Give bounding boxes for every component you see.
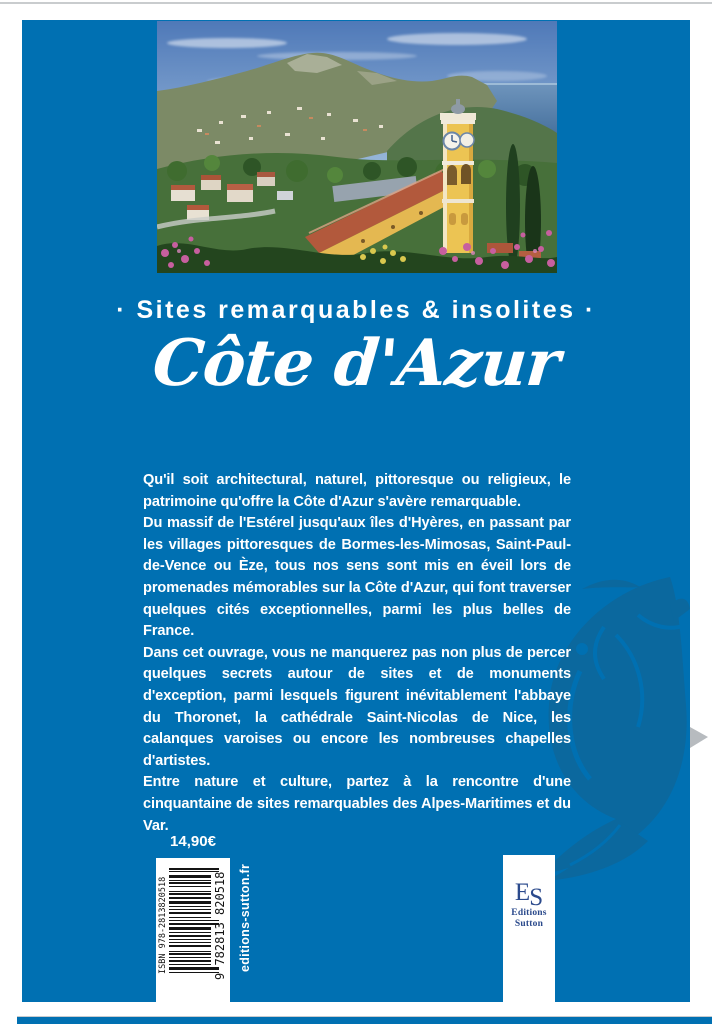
description-paragraph: Entre nature et culture, partez à la rencontre d'une cinquantaine de sites remarquables des Alpes-Maritimes et du Var. — [143, 774, 571, 834]
publisher-website: editions-sutton.fr — [238, 863, 252, 972]
page-top-edge-line — [0, 2, 712, 4]
description-paragraph: Qu'il soit architectural, naturel, pittoresque ou religieux, le patrimoine qu'offre la Côte d'Azur s'avère remarquable. — [143, 472, 571, 510]
monogram-e: E — [514, 879, 531, 906]
fish-eye — [576, 643, 588, 655]
publisher-name — [503, 908, 555, 929]
price-label: 14,90€ — [170, 833, 216, 850]
publisher-name-line2: Sutton — [514, 918, 544, 929]
publisher-logo-strip — [503, 855, 555, 1024]
isbn-number-text: ISBN 978-2813820518 — [158, 876, 168, 974]
publisher-name-line1: Editions — [511, 908, 547, 918]
cover-photo — [157, 21, 557, 273]
publisher-monogram — [503, 879, 555, 911]
church-clock-tower — [440, 99, 476, 253]
isbn-digits: 9 782813 820518 — [213, 871, 227, 980]
monogram-s: S — [529, 884, 544, 911]
series-subtitle: · Sites remarquables & insolites · — [116, 296, 596, 324]
cover-background — [22, 20, 690, 1002]
fish-fin-tip — [690, 727, 708, 748]
description-paragraph: Du massif de l'Estérel jusqu'aux îles d'Hyères, en passant par les villages pittoresques de Bormes-les-Mimosas, Saint-Paul-de-Vence ou Èze, tous nos sens sont mis en éveil lors de promenades mémorables sur la Côte d'Azur, qui font traverser quelques cités exceptionnelles, parmi les plus belles de France. — [143, 515, 571, 640]
description-paragraph: Dans cet ouvrage, vous ne manquerez pas non plus de percer quelques secrets autour de sites et de monuments d'exception, parmi lesquels figurent inévitablement l'abbaye du Thoronet, la cathédrale Saint-Nicolas de Nice, les calanques varoises ou encore les nombreuses chapelles d'artistes. — [143, 644, 571, 769]
back-cover-description — [143, 470, 571, 837]
bottom-cover-edge — [17, 1016, 712, 1024]
book-title: Côte d'Azur — [149, 326, 563, 401]
isbn-barcode-box — [156, 858, 230, 1024]
